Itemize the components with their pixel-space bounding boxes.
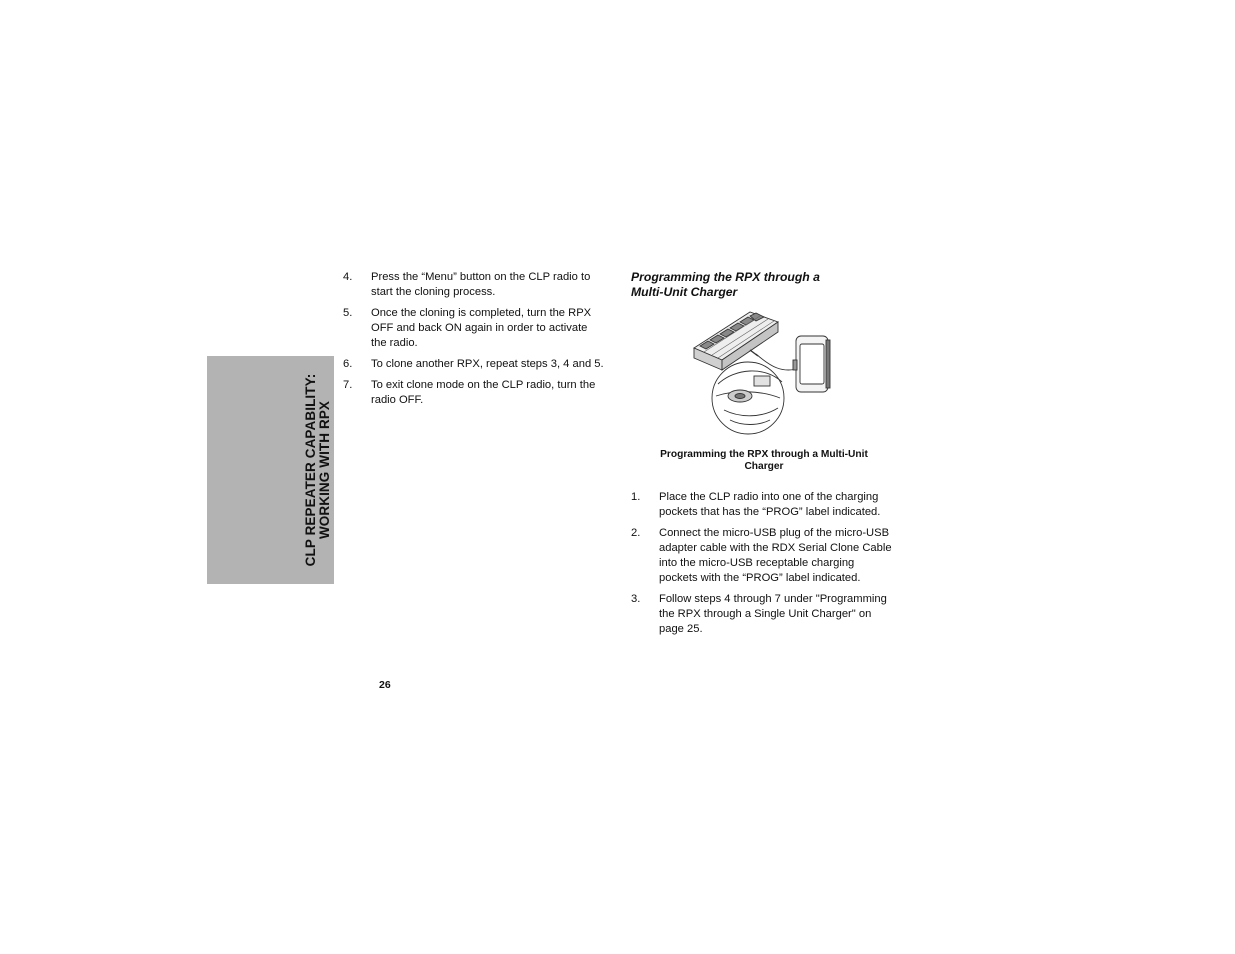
step-text: Place the CLP radio into one of the charging pockets that has the “PROG” label indicated. bbox=[659, 491, 881, 518]
section-heading bbox=[631, 270, 871, 300]
list-item bbox=[631, 490, 895, 520]
figure-caption-line-1: Programming the RPX through a Multi-Unit bbox=[660, 449, 868, 460]
step-number: 3. bbox=[631, 593, 641, 605]
step-number: 1. bbox=[631, 491, 641, 503]
list-item bbox=[343, 378, 605, 408]
figure-caption-line-2: Charger bbox=[744, 461, 784, 472]
side-tab-line-1: CLP REPEATER CAPABILITY: bbox=[303, 373, 318, 567]
figure-caption bbox=[644, 449, 884, 473]
side-tab-line-2: WORKING WITH RPX bbox=[317, 400, 332, 540]
step-text: To clone another RPX, repeat steps 3, 4 and 5. bbox=[371, 358, 604, 370]
right-step-list bbox=[631, 490, 895, 643]
step-number: 7. bbox=[343, 379, 353, 391]
side-tab-title bbox=[304, 374, 332, 567]
step-text: To exit clone mode on the CLP radio, turn the radio OFF. bbox=[371, 379, 596, 406]
step-number: 6. bbox=[343, 358, 353, 370]
section-heading-line-1: Programming the RPX through a bbox=[631, 270, 820, 284]
step-text: Follow steps 4 through 7 under "Programming the RPX through a Single Unit Charger" on page 25. bbox=[659, 593, 887, 635]
list-item bbox=[631, 592, 895, 637]
section-heading-line-2: Multi-Unit Charger bbox=[631, 285, 738, 299]
step-number: 5. bbox=[343, 307, 353, 319]
multi-unit-charger-illustration bbox=[690, 306, 840, 436]
left-step-list bbox=[343, 270, 605, 414]
step-text: Press the “Menu” button on the CLP radio to start the cloning process. bbox=[371, 271, 591, 298]
list-item bbox=[631, 526, 895, 586]
list-item bbox=[343, 306, 605, 351]
list-item bbox=[343, 270, 605, 300]
list-item bbox=[343, 357, 605, 372]
step-number: 2. bbox=[631, 527, 641, 539]
step-text: Once the cloning is completed, turn the RPX OFF and back ON again in order to activate the radio. bbox=[371, 307, 592, 349]
page-number: 26 bbox=[379, 679, 391, 691]
step-text: Connect the micro-USB plug of the micro-USB adapter cable with the RDX Serial Clone Cable into the micro-USB receptable charging pockets with the “PROG” label indicated. bbox=[659, 527, 892, 584]
step-number: 4. bbox=[343, 271, 353, 283]
